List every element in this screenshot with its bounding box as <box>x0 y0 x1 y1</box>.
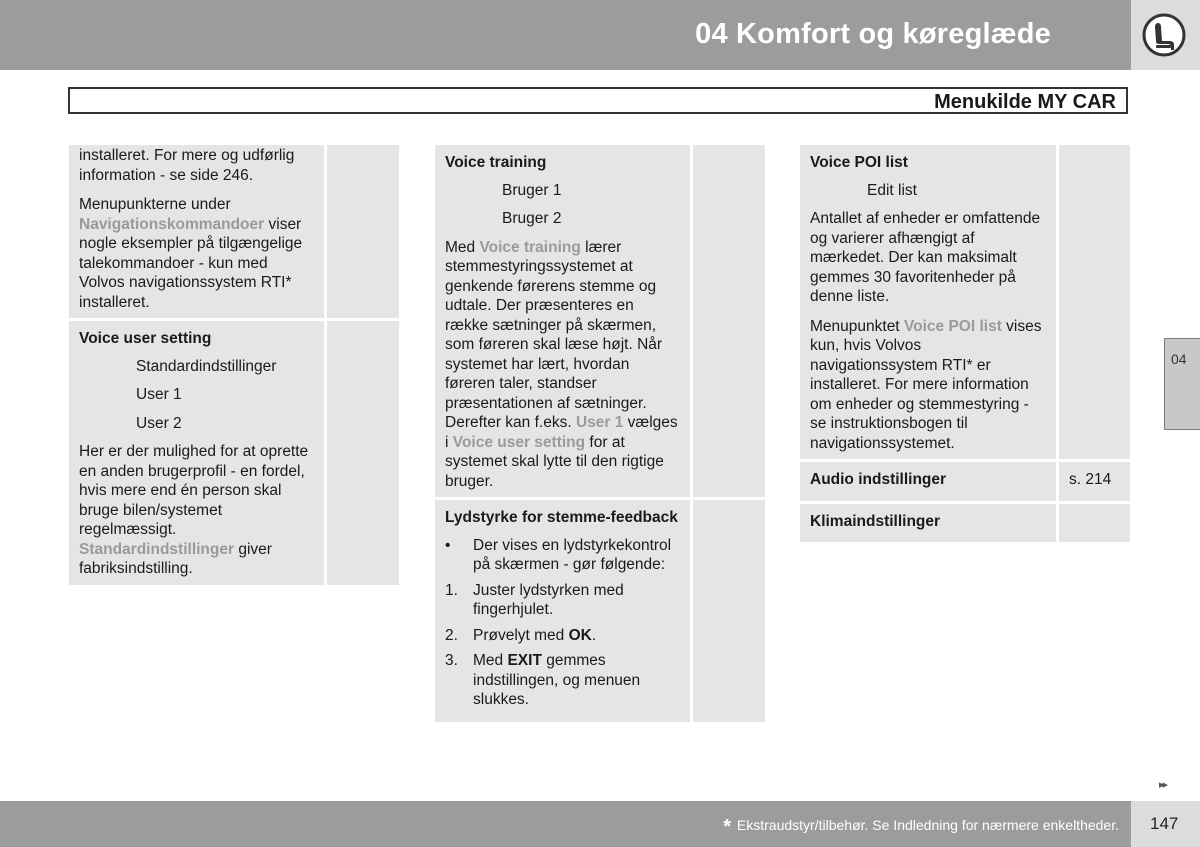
menu-option: User 1 <box>136 386 182 403</box>
menu-reference: Standardindstillinger <box>79 540 235 558</box>
col2-block-voice-feedback-volume <box>435 500 765 725</box>
continue-arrows-icon: ▸▸ <box>1159 779 1167 791</box>
col3-block-audio-settings <box>800 462 1130 504</box>
column-3 <box>800 145 1130 545</box>
column-1 <box>69 145 399 588</box>
paragraph: Her er der mulighed for at oprette en anden brugerprofil - en fordel, hvis mere end én person skal bruge bilen/systemet regelmæssigt. Standardindstillinger giver fabriksindstilling. <box>79 443 309 577</box>
column-2 <box>435 145 765 725</box>
chapter-side-tab <box>1164 338 1200 430</box>
block-heading: Voice user setting <box>79 330 212 347</box>
page-number-box <box>1131 801 1200 847</box>
seat-icon <box>1141 12 1187 58</box>
menu-option: Bruger 2 <box>502 210 562 227</box>
block-heading: Lydstyrke for stemme-feedback <box>445 509 678 526</box>
menu-reference: Voice user setting <box>452 433 586 451</box>
list-item: 2. Prøvelyt med OK. <box>445 626 597 644</box>
chapter-header-bar <box>0 0 1131 70</box>
section-title: Menukilde MY CAR <box>934 91 1116 113</box>
bullet-marker: • <box>445 536 451 554</box>
menu-reference: Voice POI list <box>903 317 1002 335</box>
paragraph: Med Voice training lærer stemmestyringssystemet at genkende førerens stemme og udtale. Der præsenteres en række sætninger på skærmen, som føreren skal læse højt. Når systemet har lært, hvordan føreren taler, standser præsentationen af sætninger. Derefter kan f.eks. User 1 vælges i Voice user setting for at systemet skal lytte til den rigtige bruger. <box>445 238 678 490</box>
menu-option: Edit list <box>867 181 917 199</box>
col3-block-climate-settings <box>800 504 1130 546</box>
chapter-tab-label: 04 <box>1171 351 1187 367</box>
paragraph: installeret. For mere og udførlig information - se side 246. <box>79 147 295 184</box>
footnote-star: * <box>723 816 732 838</box>
chapter-icon-box <box>1131 0 1200 70</box>
list-item: 3. Med EXIT gemmes indstillingen, og menuen slukkes. <box>445 652 641 708</box>
block-heading: Audio indstillinger <box>810 471 947 488</box>
col3-block-voice-poi-list <box>800 145 1130 462</box>
block-heading: Voice training <box>445 154 547 171</box>
block-heading: Voice POI list <box>810 154 908 171</box>
chapter-title: 04 Komfort og køreglæde <box>695 18 1051 50</box>
col1-block-voice-user-setting <box>69 321 399 588</box>
menu-option: Standardindstillinger <box>136 357 277 375</box>
menu-option: Bruger 1 <box>502 181 562 199</box>
col1-block-intro <box>69 145 399 321</box>
section-title-frame <box>68 87 1128 114</box>
paragraph: Menupunkterne under Navigationskommandoer viser nogle eksempler på tilgængelige talekommandoer - kun med Volvos navigationssystem RTI* installeret. <box>79 196 303 311</box>
menu-reference: Navigationskommandoer <box>79 215 265 233</box>
list-item: • Der vises en lydstyrkekontrol på skærmen - gør følgende: <box>445 536 672 573</box>
menu-option: User 2 <box>136 414 182 432</box>
menu-reference: Voice training <box>479 238 581 256</box>
col2-block-voice-training <box>435 145 765 500</box>
paragraph: Antallet af enheder er omfattende og varierer afhængigt af mærkedet. Der kan maksimalt gemmes 30 favoritenheder på denne liste. <box>810 210 1041 305</box>
list-item: 1. Juster lydstyrken med fingerhjulet. <box>445 581 624 618</box>
menu-reference: User 1 <box>575 414 624 431</box>
footer-bar <box>0 801 1131 847</box>
page-number: 147 <box>1150 814 1179 833</box>
footnote: * Ekstraudstyr/tilbehør. Se Indledning for nærmere enkeltheder. <box>723 816 1119 838</box>
block-heading: Klimaindstillinger <box>810 512 941 530</box>
page-reference: s. 214 <box>1069 471 1112 488</box>
paragraph: Menupunktet Voice POI list vises kun, hvis Volvos navigationssystem RTI* er installeret. For mere information om enheder og stemmestyring - se instruktionsbogen til navigationssystemet. <box>810 317 1042 452</box>
